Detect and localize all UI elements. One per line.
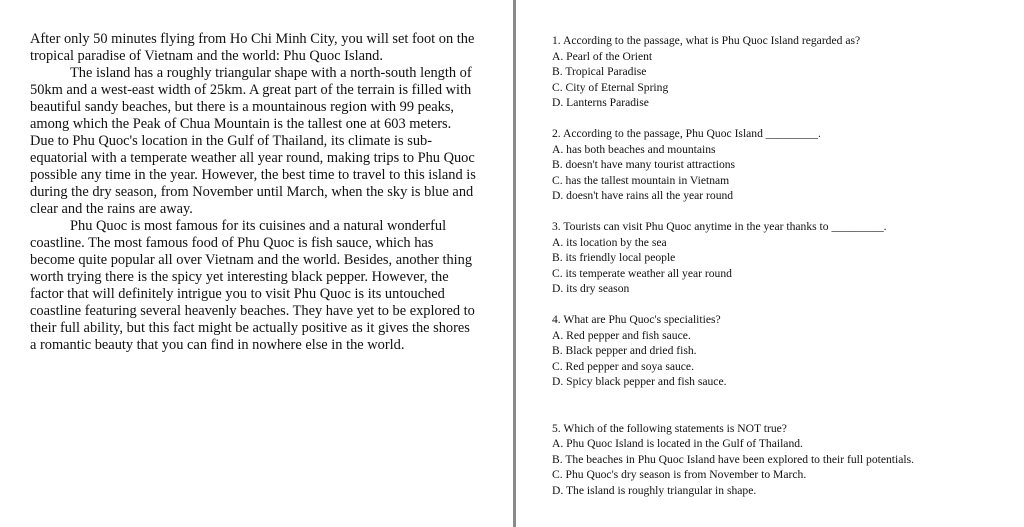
question-2-option-c: C. has the tallest mountain in Vietnam	[552, 173, 730, 187]
question-3-option-c: C. its temperate weather all year round	[552, 266, 732, 280]
question-4	[552, 312, 1002, 390]
question-3-option-d: D. its dry season	[552, 282, 630, 295]
question-5-option-d: D. The island is roughly triangular in shape.	[552, 483, 757, 497]
column-divider	[513, 0, 516, 527]
passage-paragraph-1: After only 50 minutes flying from Ho Chi Minh City, you will set foot on the tropical paradise of Vietnam and the world: Phu Quoc Island.	[30, 31, 475, 64]
question-3	[552, 219, 1002, 297]
passage-paragraph-2: The island has a roughly triangular shape with a north-south length of 50km and a west-east width of 25km. A great part of the terrain is filled with beautiful sandy beaches, but there is a mountainous region with 99 peaks, among which the Peak of Chua Mountain is the tallest one at 603 meters. Due to Phu Quoc's location in the Gulf of Thailand, its climate is sub-equatorial with a temperate weather all year round, making trips to Phu Quoc possible any time in the year. However, the best time to travel to this island is during the dry season, from November until March, when the sky is blue and clear and the rains are away.	[30, 65, 476, 217]
question-5-option-c: C. Phu Quoc's dry season is from November to March.	[552, 468, 807, 481]
question-5-stem: 5. Which of the following statements is NOT true?	[552, 421, 787, 435]
question-4-option-a: A. Red pepper and fish sauce.	[552, 328, 691, 342]
question-1-option-a: A. Pearl of the Orient	[552, 49, 653, 63]
question-2-option-a: A. has both beaches and mountains	[552, 142, 716, 156]
question-1-option-d: D. Lanterns Paradise	[552, 96, 649, 109]
question-1	[552, 33, 1002, 111]
question-4-option-b: B. Black pepper and dried fish.	[552, 344, 697, 357]
question-5-option-b: B. The beaches in Phu Quoc Island have been explored to their full potentials.	[552, 452, 914, 466]
question-3-option-b: B. its friendly local people	[552, 251, 676, 264]
question-1-option-c: C. City of Eternal Spring	[552, 80, 669, 94]
question-2-option-d: D. doesn't have rains all the year round	[552, 189, 734, 202]
question-2-stem: 2. According to the passage, Phu Quoc Island _________.	[552, 127, 821, 140]
question-list	[552, 33, 1002, 514]
question-2-option-b: B. doesn't have many tourist attractions	[552, 158, 736, 171]
question-4-option-c: C. Red pepper and soya sauce.	[552, 359, 694, 373]
question-3-stem: 3. Tourists can visit Phu Quoc anytime in the year thanks to _________.	[552, 220, 887, 233]
question-5	[552, 421, 1002, 499]
question-4-stem: 4. What are Phu Quoc's specialities?	[552, 313, 721, 326]
passage-paragraph-3: Phu Quoc is most famous for its cuisines and a natural wonderful coastline. The most famous food of Phu Quoc is fish sauce, which has become quite popular all over Vietnam and the world. Besides, another thing worth trying there is the spicy yet interesting black pepper. However, the factor that will definitely intrigue you to visit Phu Quoc is its untouched coastline featuring several heavenly beaches. They have yet to be explored to their full ability, but this fact might be actually positive as it gives the shores a romantic beauty that you can find in nowhere else in the world.	[30, 218, 475, 353]
question-4-option-d: D. Spicy black pepper and fish sauce.	[552, 375, 727, 388]
reading-passage	[30, 31, 478, 354]
question-5-option-a: A. Phu Quoc Island is located in the Gulf of Thailand.	[552, 437, 803, 450]
question-1-option-b: B. Tropical Paradise	[552, 65, 647, 78]
question-1-stem: 1. According to the passage, what is Phu Quoc Island regarded as?	[552, 34, 861, 47]
question-2	[552, 126, 1002, 204]
question-3-option-a: A. its location by the sea	[552, 235, 667, 249]
